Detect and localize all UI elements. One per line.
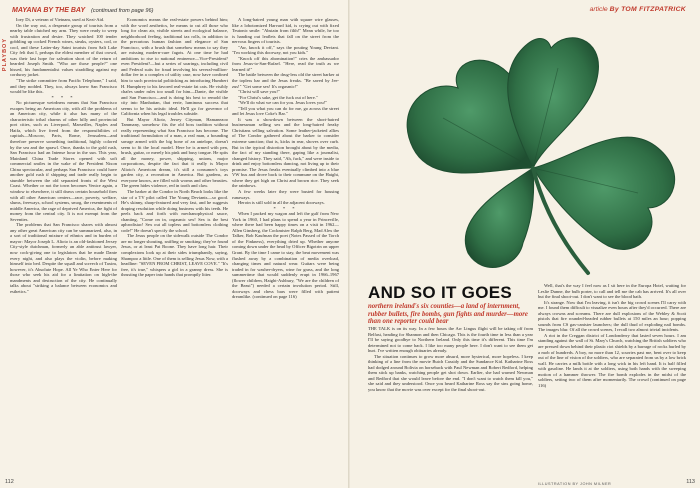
right-header-byline: By TOM FITZPATRICK: [609, 6, 686, 13]
paragraph: The barker at the Condor in North Beach looks like the star of a TV pilot called The Young Deviants—so good. He's skinny, sharp-featured and very fast, and he suggests draping resolution while doing business with his teeth. He peels back and forth with mechanophysical sauce, chanting, "Come on in, orgasmic sex! Sex is the best aphrodisiac! Sex out all topless and bottomless clothing code!" He doesn't specify the school.: [121, 188, 228, 233]
paragraph: Heroin is still sold in all the adjacent doorways.: [238, 200, 325, 206]
paragraph: "Tell you what you can do for me, go across the street and let Jesus love Coke's Bar.": [232, 105, 339, 117]
left-column-1: [10, 17, 117, 475]
paragraph: But Mayor Alioto, Jersey Cityman, Hamaneaoo Tammany, somehow fits the old boss tradition without really representing what San Francisco has become. The traditional formulation of a man, a real man, a bounding savage armed with the big bone of an antelope, doesn't seem to fit the local model. Here he is armed with pen, brush, guitar, or merely his pink and busy tongue. He spits all the money, power, shipping, unions, major corporations, despite the fact that it really is Mayor Alioto's American dream, it's still a consumer's toys garden city, a recreation in America. But gardens, as everyone knows, are filled with worms and other beasties. The green hides violence, red in tooth and claw.: [121, 116, 228, 189]
paragraph: A few weeks later they were busted for housing runaways.: [232, 188, 339, 200]
paragraph: "Christ will save you!": [238, 89, 280, 95]
side-label: PLAYBOY: [2, 38, 8, 72]
paragraph: The problems that San Francisco shares with almost any other great American city can be summarized, also, in a sort of traditional mixture of ethnics and in burden of mayor: Mayor Joseph L. Alioto is an old-fashioned Jersey City-style dutchman, formerly an able antitrust lawyer, now cock-giving one to legislators that he made Dante every night, and also plays the violin, before making himself into bed. Despite the squall and screech of Taxim, however, it's Absolute Hope. All Ye Who Enter Here for those who seek his aid for a limitation on high-the mandments and destruction of the city. He continually talks about "striking a balance between economics and esthetics.": [10, 222, 117, 294]
paragraph: No picturesque weirdness means that San Francisco escapes being an American city, with all the problems of an American city, while it also has many of the characteristic tribal charms of other hilly and provincial port cities, such as Liverpool, Marseilles, Naples and Haifa, which live freed from the responsibilities of capitals—Moscow, Paris, Rome, Jerusalem—and therefore preserve something traditional, highly colored by the sea and the sprawl. Once, thanks to the gold rush, San Francisco had an Intense hour in the sun. This year, Mainland China Trade Stores opened with soft commercial smiles in the wake of the President Nixon China spectacular, and perhaps San Francisco could have another gold rush if shipping and trade really begin to stumble between the old separated fronts of the West Coast. Whether or not the town becomes Venice again, a window to elsewhere, it still draws certain household fires with all other American centers—race, poverty, welfare, slums, freeways, school systems, smog, the resentments of middle America, the rage of deprived America, the fight of money from the central city. It is not exempt from the Seventies.: [10, 100, 117, 222]
paragraph: "We'll do what we can for you. Jesus loves you!": [238, 100, 328, 106]
right-page-number: 113: [686, 479, 695, 485]
paragraph: "Aw, knock it off," says the pouting Young Deviant. "I'm working this doorway, not you kids.": [232, 44, 339, 56]
paragraph: * * *: [51, 94, 76, 100]
paragraph: "For Christ's sake, get the fuck out of here.": [238, 94, 318, 100]
paragraph: "The strike committee from Pacific Telephone," I said, and they nodded. They, too, always knew San Francisco would be like this.: [10, 78, 117, 95]
right-header: [590, 6, 686, 13]
paragraph: On the way out, a desperate group of tourists from a nearby table clutched my arm. They were ready to weep with frustration and desire. They watched 100 tender gobbling up cocked French wines, steaks, oysters, cod, or cool, and these Latter-day Saint tourists from Salt Lake City felt that I, perhaps the eldest member of that crowd, was their last hope for salvation short of the return of bearded Joseph Smith. "Who are those people?" one hissed, his fundamentalist values straddling against my corduroy jacket.: [10, 22, 117, 78]
left-page-number: 112: [5, 479, 14, 485]
right-column-2: [538, 283, 686, 476]
article-title: AND SO IT GOES: [368, 283, 512, 302]
article-dek: northern ireland's six counties—a land of internment, rubber bullets, fire bombs, gun fights and murder—more than one reporter could bear: [368, 303, 528, 326]
left-header-continued: (continued from page 96): [90, 8, 154, 14]
shamrock-icon: [373, 18, 693, 278]
right-page: [350, 0, 700, 488]
shamrock-leaf-right: [533, 137, 675, 249]
left-column-2: [121, 17, 228, 475]
right-column-1: [368, 326, 533, 476]
paragraph: It was a showdown between the short-haired businessman selling sex and the long-haired freaky Christians selling salvation. Some leather-jacketed allies of The Condor gathered about the barker to consider extreme sanction; that is, kicks in rear, shoves over curb. But in the typical distortion brought about by the media, the fact of my standing there, gaping like a journalist, changed history. They said, "Ah, fuck," and were inside to drink and enjoy bottomless dancing, not living up to their promise. The Jesus freaks eventually climbed into a blue VW bus and drove back to their commune on the Haight, where they get high on Christ and brown rice. They seek the rainbows.: [232, 116, 339, 189]
paragraph: The battle between the drug-less old the street barker at the topless bar and the Jesus freaks. "Be saved by Jee-zus!" "Get some sex! It's orgasmic!": [232, 72, 339, 89]
left-column-3: [232, 17, 339, 475]
right-header-prefix: article: [589, 6, 608, 13]
paragraph: THE TALK is on its way. In a few hours the Arr Lingus flight will be taking off from Belfast, heading for Shannon and then Chicago. This is the fourth time in less than a year I'll be saying goodbye to Northern Ireland. Only this time it's different. This time I'm determined not to come back. I like too many people here. I don't want to see them get hurt. I've written enough obituaries already.: [368, 326, 533, 354]
paragraph: * * *: [273, 205, 298, 211]
shamrock-leaf-bottom: [465, 168, 533, 267]
paragraph: Ioey Di, a veteran of Vietnam, used at Kezi-Aid.: [16, 17, 105, 22]
paragraph: Well, that's the way I feel now as I sit here in the Europa Hotel, waiting for Leslie Dunne, the bulb porter, to call and tell me the cab has arrived. It's all over but the final shoot-out. I don't want to see the blood bath.: [538, 283, 686, 300]
paragraph: "Knock off this abomination!" cries the ambassador from Jesus-to-San-Rafael. "Here, read the truth as we learned it!": [232, 55, 339, 72]
left-header: [12, 7, 153, 14]
paragraph: A long-haired young man with square wire glasses, like a lobotomized Harvard kid, is crying out with fixed Teutonic smile: "Abstain from filth!" Mean while, he too is handing out leaflets that fall on the street from the nervous fingers of tourists.: [232, 17, 339, 45]
paragraph: When I packed my wagon and left the gulf from New York in 1960, I had plans to spend a year in Princeville, where there had been happy times on a visit in 1962—Allen Ginsberg, the Cockmister Ralph Berg, Mad Alex the Talker, Bob Kaufman the poet (Notes Passed of the Torch of the Finkness), everything dried up. Whether anyone coming down under the head by Officer Bigotrin on upper Grant. By the time I came to stay, the beat movement was flushed away by a combination of media overload, changing times and natural wear. Guitars were being traded in for washer-dryers, wine for grass, and the long summertime that would suddenly erupt in 1966–1967 (flower children, Haight-Ashbury, "We are the children of the Beast") needed a certain involution period. Still, doorways and chess bars were filled with patient dreamlike. (continued on page 116): [232, 211, 339, 300]
paragraph: A riot in the Creggan district of Londonderry that lasted seven hours. I am standing against the wall of St. Mary's Church, watching the British soldiers who are pressed down behind their plastic riot shields by a barrage of rocks hurled by a mob of hundreds. A boy, no more than 12, scurries past me, bent over to keep out of the line of vision of the soldiers, who are separated from us by a low brick wall. He carries a milk bottle with a long wick in his left hand. It is half filled with gasoline. He lands it at the soldiers, using both hands with the sweeping motion of a hammer thrower. The fire bomb explodes in the midst of the soldiers, setting two of them afire momentarily. The crowd (continued on page 116): [538, 332, 686, 388]
paragraph: The Jesus people on the sidewalk outside The Condor are no longer shouting, sniffing or smoking; they've found Jesus, or at least Pat Boone. They have long hair. Their complexions look up at their sides triumphantly, saying, Shampoo a little. One of them is selling Jesus Now, with a headline: "SEVEN FROM CHRIST, LEAVE COVE." "It's free, it's true," whispers a girl in a granny dress. She is thrusting the paper into hands that promptly litter.: [121, 233, 228, 278]
paragraph: Economics means the real-estate powers behind him; with the word aesthetics, he means to cut all those who long for clean air, visible streets and ecological balance, neighborhood feeling, traditional tax rolls, in addition to the precarious human fashion and elegance of San Francisco, with a brush that somehow means to say they are missing modern-cure fagots. At one time he had ambitions to rise to national eminence—Vice-President? even President?—but a series of soarings, including civil and Federal suits for fraud involving his several-million-dollar fee in a complex of utility case, now have confined him to such provincial politicking as introducing Humbert H. Humphrey to his favored real-estate fat cats. He visibly chafes under rules too small for him—Dante, the visible and San Francisco—and is doing his best to remold the city into Manhattan, that eerie, luminous success that seems to be his artistic ideal. He'll go for governor of California when his legal troubles subside.: [121, 17, 228, 117]
paragraph: It's strange. Now that I'm leaving, it isn't the big crowd scenes I'll carry with me. I found them difficult to visualize even hours after they'd occurred. There are always crowns and screams. There are dull explosions of the Webley & Scott pistols that fire rounded-headed rubber bullets at 150 miles an hour; popping sounds from CS gas-canister launchers; the dull thud of exploding nail bombs. The images blur. Of all the crowd scenes, I recall two almost trivial incidents.: [538, 299, 686, 333]
left-header-title: MAYANA BY THE BAY: [12, 7, 85, 14]
paragraph: The situation continues to grow more absurd, more hysterical, more hopeless. I keep thinking of a line from the movie Butch Cassidy and the Sundance Kid. Katharine Ross had dodged around Bolivia on horseback with Paul Newman and Robert Redford, helping them stick up banks, watching people get shot down. Earlier, she had warned Newman and Redford that she would leave before the end. "I don't want to watch them kill you," she said and they understood. Once you heard Katharine Ross say the sins going home, you know that the movie was over except for the final shoot-out.: [368, 353, 533, 393]
illustration-credit: ILLUSTRATION BY JOHN MILNER: [538, 482, 612, 486]
